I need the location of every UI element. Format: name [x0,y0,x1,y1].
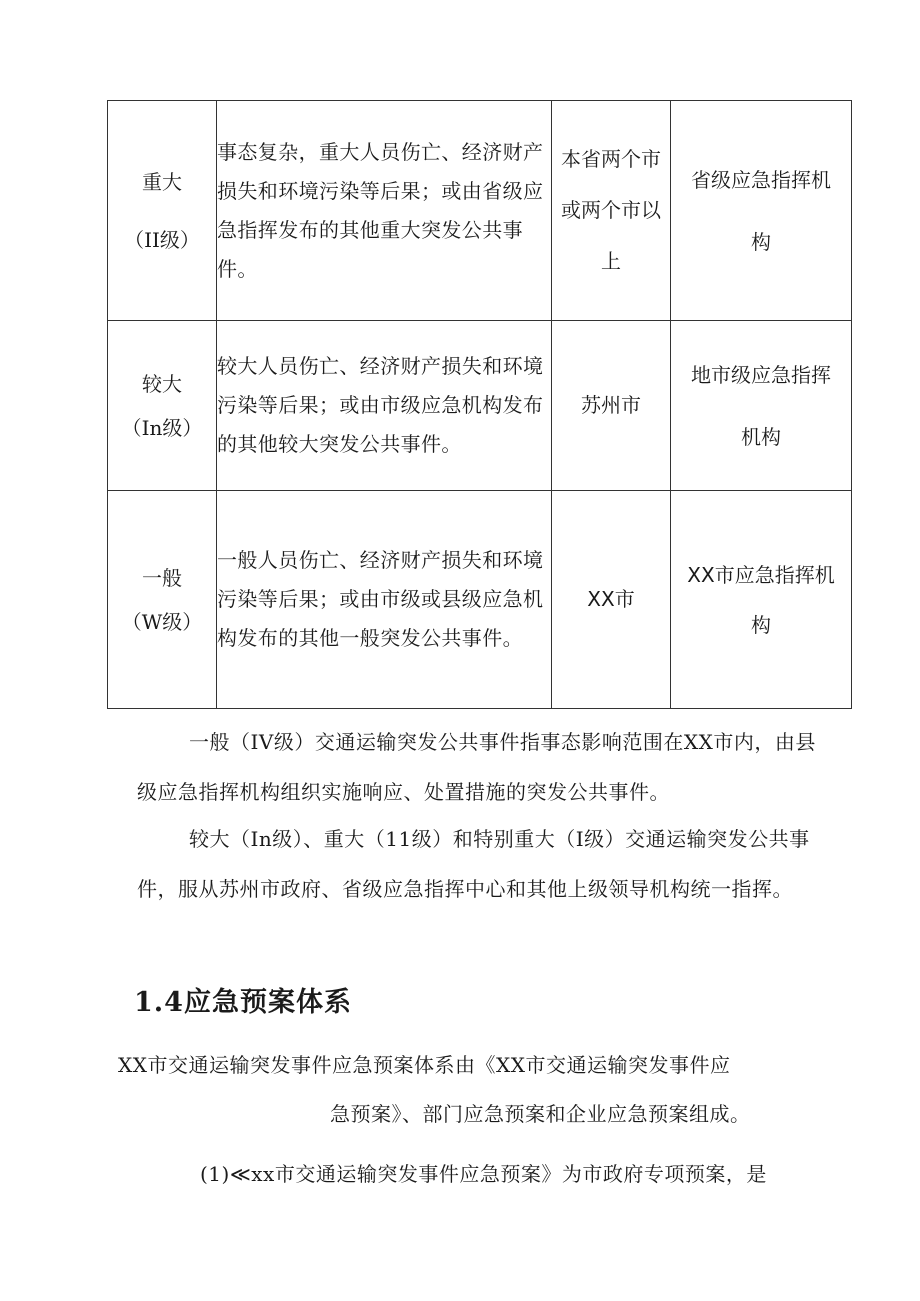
section-heading: 1.4应急预案体系 [134,987,352,1018]
scope-cell: 苏州市 [552,321,671,491]
level-cell [108,491,217,709]
emergency-level-table [107,100,852,709]
scope-cell: XX市 [552,491,671,709]
command-cell: 省级应急指挥机构 [671,101,852,321]
paragraph-command-chain: 较大（In级）、重大（11级）和特别重大（I级）交通运输突发公共事件，服从苏州市政府、省级应急指挥中心和其他上级领导机构统一指挥。 [137,827,810,901]
table-row [108,321,852,491]
level-grade: （W级） [121,609,203,634]
description-cell: 较大人员伤亡、经济财产损失和环境污染等后果；或由市级应急机构发布的其他较大突发公共事件。 [217,321,552,491]
level-name: 重大 [142,169,182,194]
paragraph-level-iv: 一般（IV级）交通运输突发公共事件指事态影响范围在XX市内，由县级应急指挥机构组织实施响应、处置措施的突发公共事件。 [137,730,816,804]
level-name: 较大 [142,371,182,396]
description-cell: 事态复杂，重大人员伤亡、经济财产损失和环境污染等后果；或由省级应急指挥发布的其他重大突发公共事件。 [217,101,552,321]
level-name: 一般 [142,565,182,590]
table-row [108,491,852,709]
command-cell: XX市应急指挥机构 [671,491,852,709]
command-cell: 地市级应急指挥机构 [671,321,852,491]
level-grade: （In级） [121,415,203,440]
level-cell [108,101,217,321]
level-grade: （II级） [124,227,200,252]
list-item-1: (1)≪xx市交通运输突发事件应急预案》为市政府专项预案，是 [200,1162,767,1186]
level-cell [108,321,217,491]
intro-line-2: 急预案》、部门应急预案和企业应急预案组成。 [330,1102,751,1126]
description-cell: 一般人员伤亡、经济财产损失和环境污染等后果；或由市级或县级应急机构发布的其他一般突发公共事件。 [217,491,552,709]
table-row [108,101,852,321]
scope-cell: 本省两个市或两个市以上 [552,101,671,321]
intro-line-1: XX市交通运输突发事件应急预案体系由《XX市交通运输突发事件应 [118,1053,731,1077]
